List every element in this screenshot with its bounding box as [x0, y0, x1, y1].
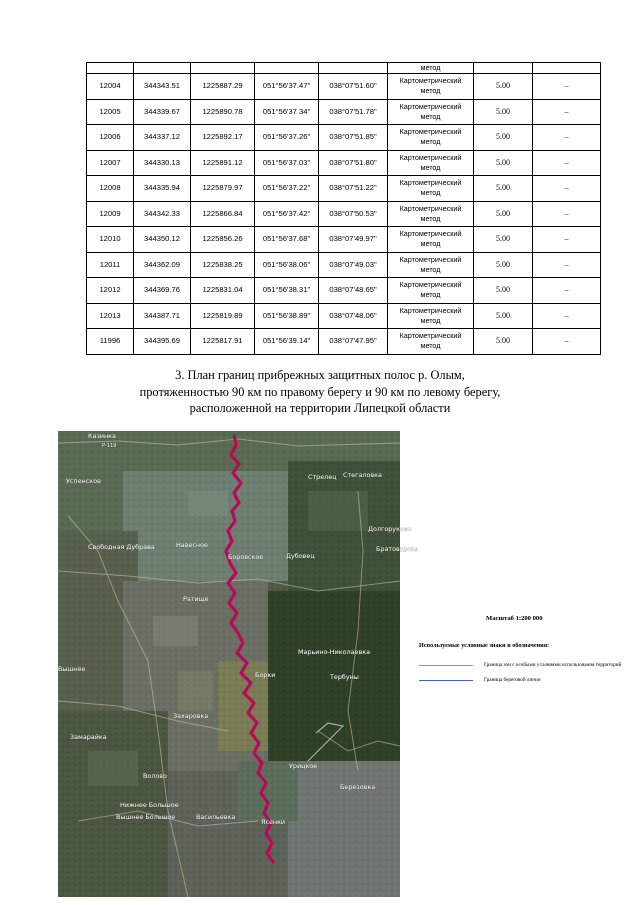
table-cell-lat: 051°56'39.14" [255, 329, 319, 355]
table-cell-note: – [533, 125, 601, 151]
table-cell-lon: 038°07'51.85" [319, 125, 388, 151]
table-cell-x: 344335.94 [134, 176, 191, 202]
map-label-navesnoe: Навесное [176, 541, 208, 549]
table-cell-lat: 051°56'37.26" [255, 125, 319, 151]
table-cell-id: 12006 [87, 125, 134, 151]
legend-title: Используемые условные знаки и обозначения: [419, 642, 550, 649]
map-label-stegalovka: Стегаловка [343, 471, 382, 479]
map-label-zakharovka: Захаровка [173, 712, 209, 720]
table-cell-x: 344362.09 [134, 252, 191, 278]
table-row [87, 125, 601, 151]
table-row-partial [87, 63, 601, 74]
legend-item-shoreline: Граница береговой линии [484, 677, 541, 683]
table-row [87, 201, 601, 227]
legend-item-zone-boundary: Граница зон с особыми условиями использования территорий [484, 662, 622, 668]
table-cell-lon: 038°07'48.65" [319, 278, 388, 304]
table-cell-note: – [533, 176, 601, 202]
table-cell-method: Картометрический метод [388, 150, 474, 176]
map-label-dubovets: Дубовец [286, 552, 315, 560]
table-cell-lon: 038°07'49.03" [319, 252, 388, 278]
table-cell-accuracy: 5.00 [474, 150, 533, 176]
table-cell-id: 12007 [87, 150, 134, 176]
table-cell-accuracy: 5.00 [474, 176, 533, 202]
table-cell-method: Картометрический метод [388, 125, 474, 151]
table-row [87, 329, 601, 355]
table-cell-id: 12012 [87, 278, 134, 304]
table-cell-y: 1225891.12 [191, 150, 255, 176]
table-row [87, 303, 601, 329]
table-cell-id: 12005 [87, 99, 134, 125]
table-cell-method: Картометрический метод [388, 278, 474, 304]
table-cell-accuracy: 5.00 [474, 125, 533, 151]
map-label-terbuny: Тербуны [330, 673, 359, 681]
table-cell-lon: 038°07'49.97" [319, 227, 388, 253]
table-cell-lon: 038°07'51.60" [319, 74, 388, 100]
table-cell-id: 12004 [87, 74, 134, 100]
caption-line-3: расположенной на территории Липецкой области [189, 401, 451, 415]
table-cell-x: 344343.51 [134, 74, 191, 100]
table-cell-accuracy: 5.00 [474, 252, 533, 278]
table-cell-lat: 051°56'38.06" [255, 252, 319, 278]
table-cell-accuracy: 5.00 [474, 303, 533, 329]
table-row [87, 227, 601, 253]
table-cell-id: 12008 [87, 176, 134, 202]
table-cell-method: Картометрический метод [388, 74, 474, 100]
table-cell-lon: 038°07'51.22" [319, 176, 388, 202]
table-cell-x: 344369.76 [134, 278, 191, 304]
map-label-borovskoe: Боровское [228, 553, 264, 561]
table-cell-y: 1225866.84 [191, 201, 255, 227]
map-label-ratishche: Ратище [183, 595, 209, 603]
map-label-borki: Борки [255, 671, 276, 679]
table-cell-lon: 038°07'48.06" [319, 303, 388, 329]
map-label-kazinka: Казинка [88, 432, 116, 440]
map-scale: Масштаб 1:200 000 [486, 615, 543, 622]
table-cell-method: Картометрический метод [388, 99, 474, 125]
table-cell [319, 63, 388, 74]
legend-shoreline-line [419, 680, 473, 681]
map-label-vysh-bolshoe: Вышнее Большое [116, 813, 176, 821]
table-row [87, 278, 601, 304]
table-cell-lat: 051°56'37.03" [255, 150, 319, 176]
table-cell-lon: 038°07'51.78" [319, 99, 388, 125]
satellite-map [58, 431, 419, 897]
table-cell-id: 12013 [87, 303, 134, 329]
table-cell-note: – [533, 303, 601, 329]
table-cell-accuracy: 5.00 [474, 74, 533, 100]
table-cell-note: – [533, 150, 601, 176]
coordinates-table [86, 62, 601, 355]
table-cell-x: 344395.69 [134, 329, 191, 355]
map-label-vyshnee: Вышнее [58, 665, 86, 673]
table-cell-lat: 051°56'37.22" [255, 176, 319, 202]
table-cell-x: 344387.71 [134, 303, 191, 329]
table-cell-lon: 038°07'47.95" [319, 329, 388, 355]
map-label-bratovshchina: Братовщина [376, 545, 419, 553]
table-cell [533, 63, 601, 74]
table-cell [191, 63, 255, 74]
table-cell [134, 63, 191, 74]
table-cell-x: 344342.33 [134, 201, 191, 227]
table-row [87, 74, 601, 100]
table-cell-accuracy: 5.00 [474, 329, 533, 355]
table-cell-accuracy: 5.00 [474, 227, 533, 253]
map-label-uspenskoe: Успенское [66, 477, 101, 485]
table-cell-y: 1225817.91 [191, 329, 255, 355]
table-cell-accuracy: 5.00 [474, 201, 533, 227]
table-cell-x: 344350.12 [134, 227, 191, 253]
legend-zone-boundary-line [419, 665, 473, 666]
table-cell-note: – [533, 227, 601, 253]
table-cell-y: 1225838.25 [191, 252, 255, 278]
map-label-uritskoe: Урицкое [289, 762, 318, 770]
table-row [87, 150, 601, 176]
map-label-svobodnaya: Свободная Дубрава [88, 543, 155, 551]
table-cell-x: 344337.12 [134, 125, 191, 151]
table-cell-lat: 051°56'38.89" [255, 303, 319, 329]
table-row [87, 252, 601, 278]
map-label-marino: Марьино-Николаевка [298, 648, 371, 656]
table-cell-note: – [533, 329, 601, 355]
map-label-berezovka: Березовка [340, 783, 376, 791]
table-row [87, 99, 601, 125]
table-cell-method: Картометрический метод [388, 252, 474, 278]
map-label-yasenki: Ясенки [261, 818, 286, 826]
table-cell-x: 344330.13 [134, 150, 191, 176]
table-cell-y: 1225890.78 [191, 99, 255, 125]
table-cell-lon: 038°07'50.53" [319, 201, 388, 227]
table-cell-x: 344339.67 [134, 99, 191, 125]
table-cell-method: Картометрический метод [388, 227, 474, 253]
map-label-strelets: Стрелец [308, 473, 337, 481]
table-row [87, 176, 601, 202]
table-cell [255, 63, 319, 74]
table-cell-y: 1225887.29 [191, 74, 255, 100]
table-cell-id: 12009 [87, 201, 134, 227]
table-cell-note: – [533, 201, 601, 227]
table-cell [87, 63, 134, 74]
table-cell [474, 63, 533, 74]
map-label-road: Р-119 [102, 443, 117, 449]
table-cell-note: – [533, 74, 601, 100]
table-cell-note: – [533, 278, 601, 304]
table-cell-lat: 051°56'37.34" [255, 99, 319, 125]
map-label-volovo: Волово [143, 772, 167, 780]
map-label-dolgoruk: Долгоруково [368, 525, 412, 533]
table-cell-method: Картометрический метод [388, 201, 474, 227]
caption-line-2: протяженностью 90 км по правому берегу и 90 км по левому берегу, [139, 384, 501, 399]
table-cell-y: 1225879.97 [191, 176, 255, 202]
table-cell-lat: 051°56'38.31" [255, 278, 319, 304]
table-cell-method: Картометрический метод [388, 176, 474, 202]
table-cell-y: 1225856.26 [191, 227, 255, 253]
table-cell-accuracy: 5.00 [474, 99, 533, 125]
map-label-vasilievka: Васильевка [196, 813, 236, 821]
table-cell-id: 12011 [87, 252, 134, 278]
table-cell-y: 1225819.89 [191, 303, 255, 329]
table-cell-method: Картометрический метод [388, 303, 474, 329]
table-cell-method: Картометрический метод [388, 329, 474, 355]
table-cell-id: 11996 [87, 329, 134, 355]
table-cell: метод [388, 63, 474, 74]
table-cell-id: 12010 [87, 227, 134, 253]
table-cell-note: – [533, 252, 601, 278]
table-cell-accuracy: 5.00 [474, 278, 533, 304]
table-cell-lon: 038°07'51.80" [319, 150, 388, 176]
caption-line-1: 3. План границ прибрежных защитных полос р. Олым, [175, 368, 465, 382]
table-cell-y: 1225892.17 [191, 125, 255, 151]
map-label-zamarayka: Замарайка [70, 733, 107, 741]
map-label-nizhnee: Нижнее Большое [120, 801, 179, 809]
section-caption [0, 367, 640, 417]
table-cell-lat: 051°56'37.47" [255, 74, 319, 100]
table-cell-lat: 051°56'37.68" [255, 227, 319, 253]
table-cell-lat: 051°56'37.42" [255, 201, 319, 227]
table-cell-note: – [533, 99, 601, 125]
table-cell-y: 1225831.04 [191, 278, 255, 304]
